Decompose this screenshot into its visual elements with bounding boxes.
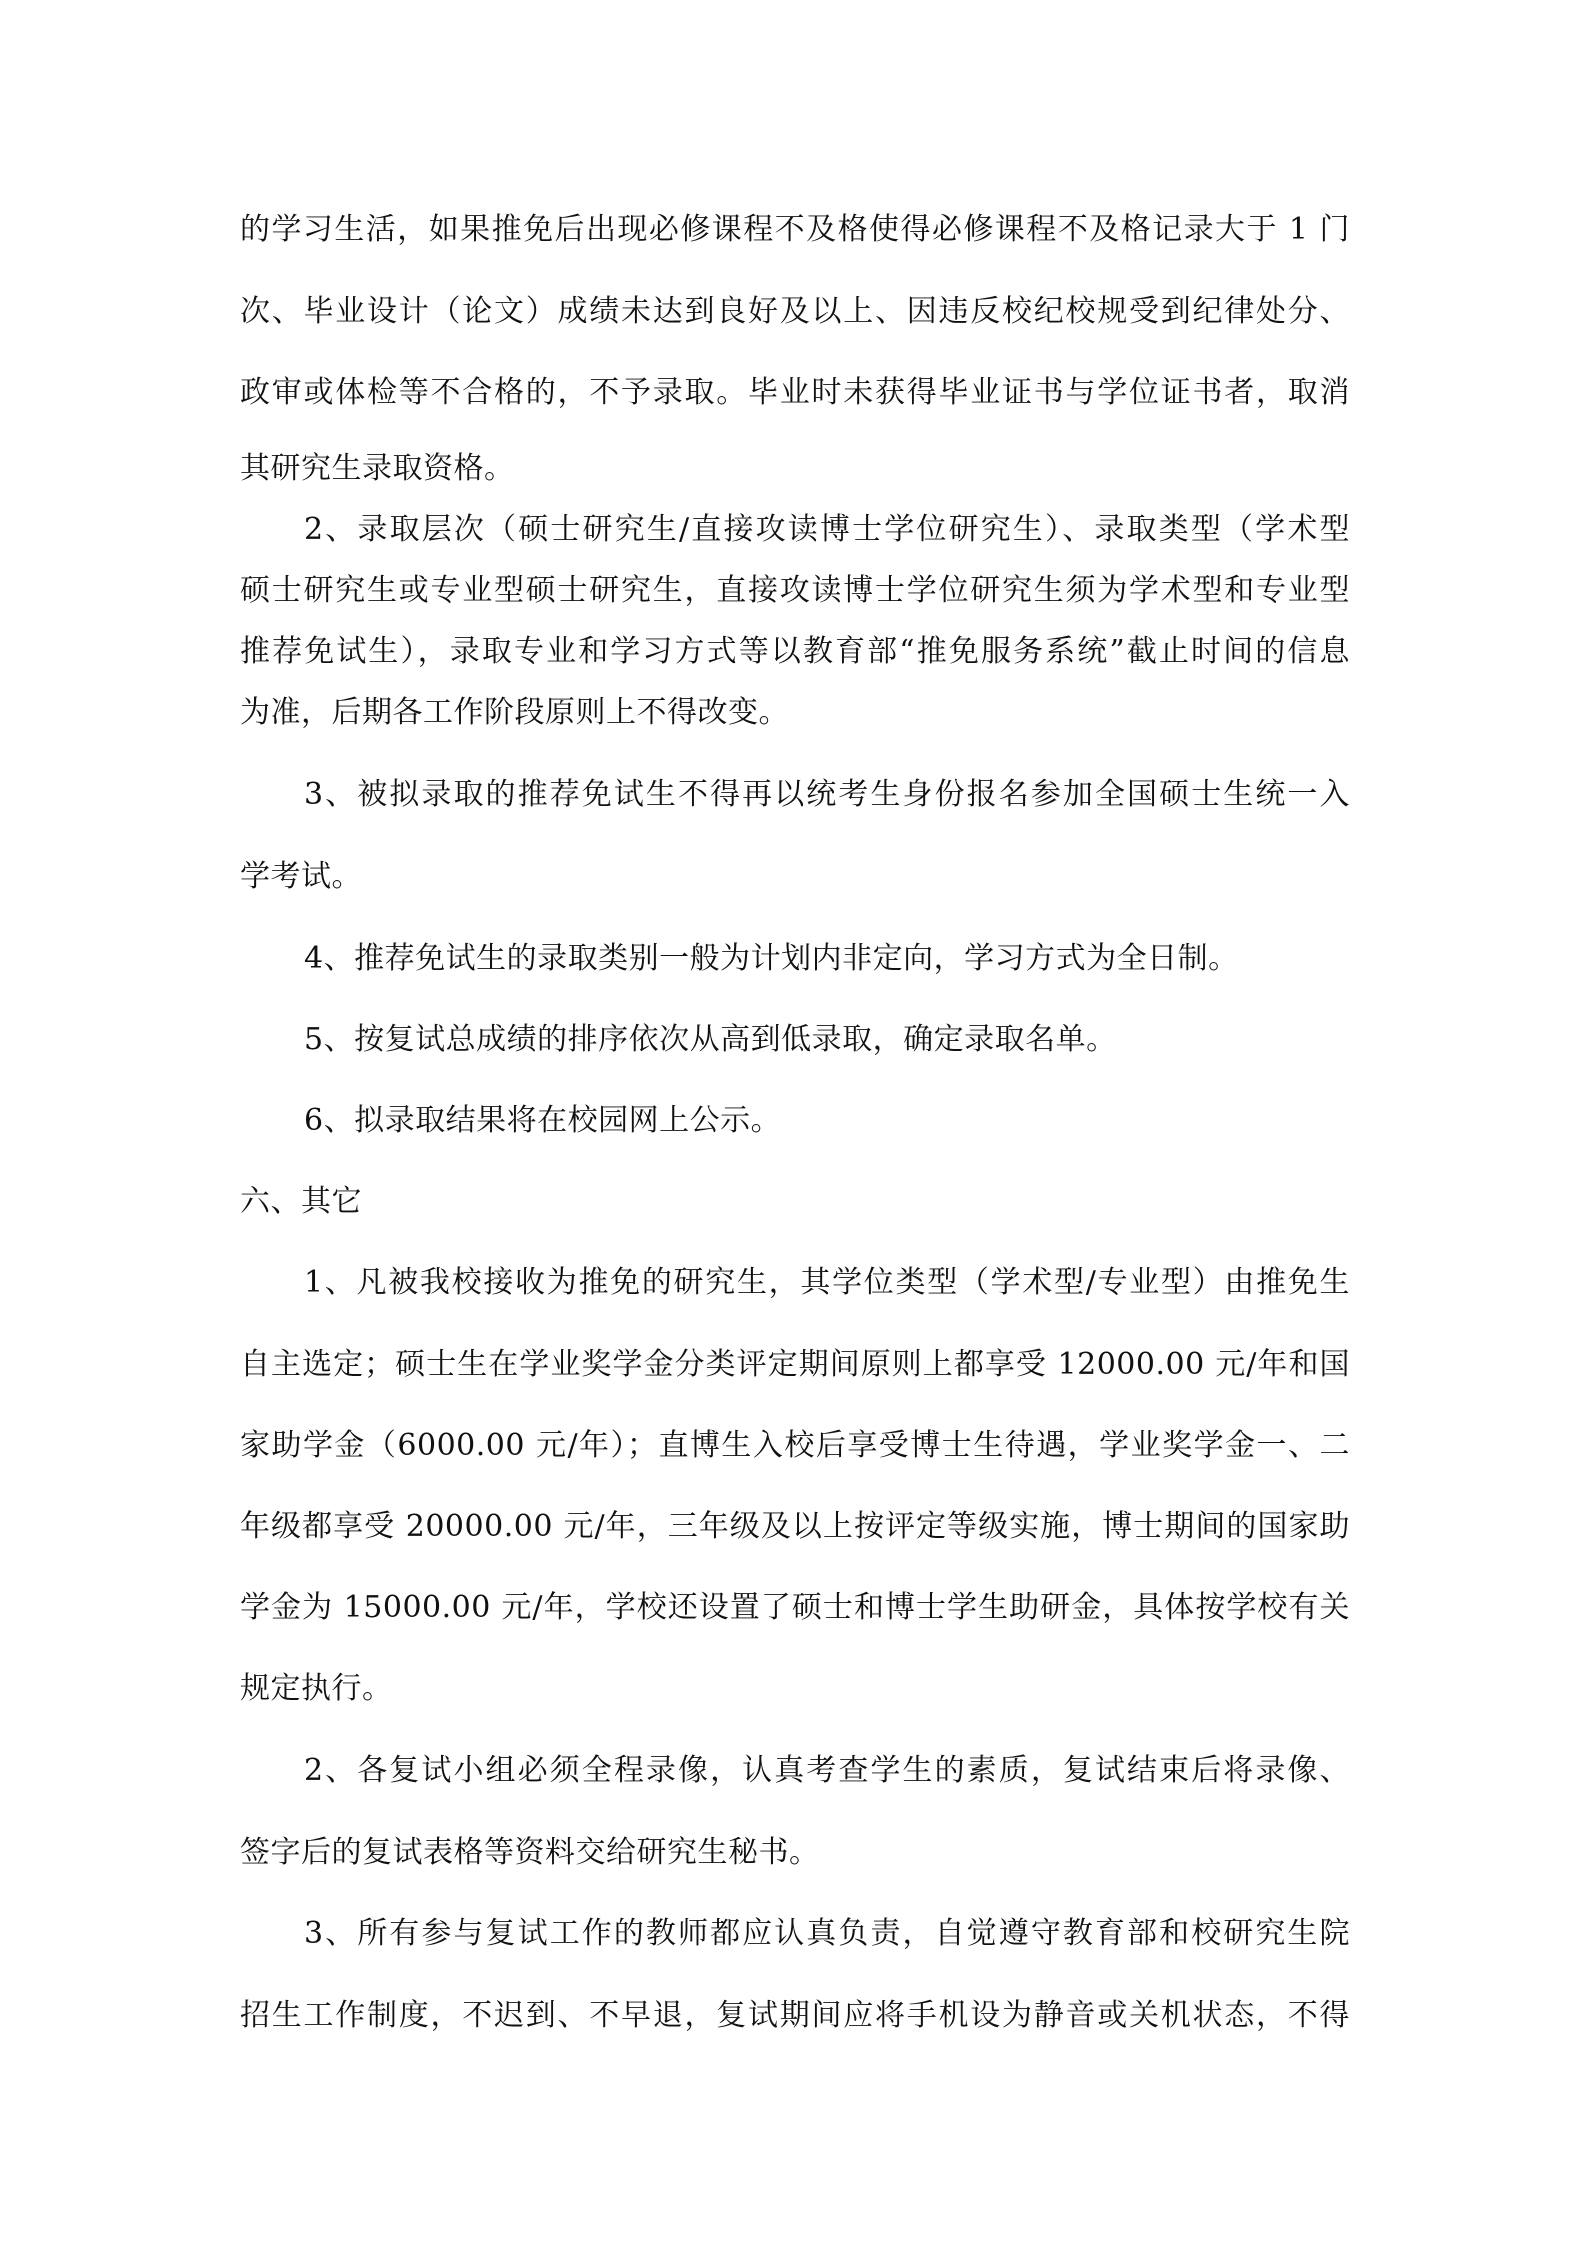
text-line: 规定执行。: [240, 1671, 393, 1706]
text-line: 学金为 15000.00 元/年，学校还设置了硕士和博士学生助研金，具体按学校有关: [240, 1590, 1350, 1625]
text-line: 次、毕业设计（论文）成绩未达到良好及以上、因违反校纪校规受到纪律处分、: [240, 294, 1350, 329]
text-line: 2、录取层次（硕士研究生/直接攻读博士学位研究生）、录取类型（学术型: [304, 512, 1350, 547]
text-line: 3、所有参与复试工作的教师都应认真负责，自觉遵守教育部和校研究生院: [304, 1916, 1350, 1951]
text-line: 家助学金（6000.00 元/年）；直博生入校后享受博士生待遇，学业奖学金一、二: [240, 1428, 1350, 1463]
text-line: 3、被拟录取的推荐免试生不得再以统考生身份报名参加全国硕士生统一入: [304, 777, 1350, 812]
section-heading: 六、其它: [240, 1184, 362, 1219]
text-line: 为准，后期各工作阶段原则上不得改变。: [240, 695, 789, 730]
text-line: 学考试。: [240, 859, 362, 894]
text-line: 签字后的复试表格等资料交给研究生秘书。: [240, 1835, 820, 1870]
text-line: 政审或体检等不合格的，不予录取。毕业时未获得毕业证书与学位证书者，取消: [240, 375, 1350, 410]
text-line: 招生工作制度，不迟到、不早退，复试期间应将手机设为静音或关机状态，不得: [240, 1998, 1350, 2033]
text-line: 年级都享受 20000.00 元/年，三年级及以上按评定等级实施，博士期间的国家助: [240, 1509, 1350, 1544]
text-line: 自主选定；硕士生在学业奖学金分类评定期间原则上都享受 12000.00 元/年和国: [240, 1347, 1350, 1382]
text-line: 4、推荐免试生的录取类别一般为计划内非定向，学习方式为全日制。: [304, 941, 1239, 976]
text-line: 其研究生录取资格。: [240, 451, 515, 486]
text-line: 2、各复试小组必须全程录像，认真考查学生的素质，复试结束后将录像、: [304, 1753, 1350, 1788]
text-line: 推荐免试生），录取专业和学习方式等以教育部“推免服务系统”截止时间的信息: [240, 634, 1350, 669]
text-line: 硕士研究生或专业型硕士研究生，直接攻读博士学位研究生须为学术型和专业型: [240, 573, 1350, 608]
text-line: 的学习生活，如果推免后出现必修课程不及格使得必修课程不及格记录大于 1 门: [240, 212, 1350, 247]
text-line: 5、按复试总成绩的排序依次从高到低录取，确定录取名单。: [304, 1022, 1117, 1057]
text-line: 1、凡被我校接收为推免的研究生，其学位类型（学术型/专业型）由推免生: [304, 1265, 1350, 1300]
text-line: 6、拟录取结果将在校园网上公示。: [304, 1103, 782, 1138]
